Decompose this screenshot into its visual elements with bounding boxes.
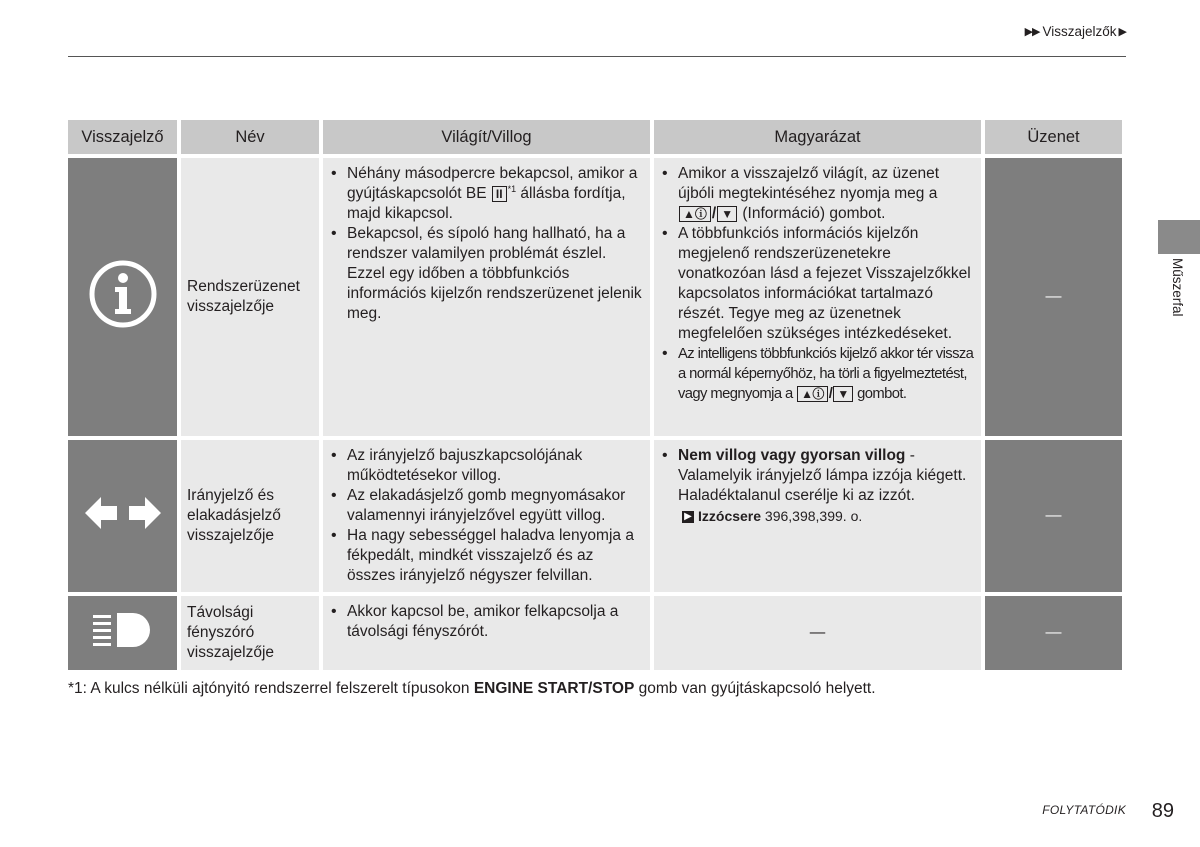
indicator-cell: [68, 440, 177, 592]
breadcrumb-label: Visszajelzők: [1042, 24, 1117, 39]
indicator-name: visszajelzője: [187, 644, 275, 661]
reference-label: Izzócsere: [698, 508, 762, 524]
emphasis-text: Nem villog vagy gyorsan villog: [678, 447, 906, 464]
column-header: Név: [181, 120, 319, 154]
text: gombot.: [853, 386, 907, 402]
turn-signal-arrows-icon: [83, 493, 163, 533]
list-item: [347, 164, 644, 224]
list-item: • Az elakadásjelző gomb megnyomásakor valamennyi irányjelzővel együtt villog.: [347, 486, 644, 526]
header-rule: [68, 56, 1126, 57]
indicator-name: Irányjelző és: [187, 487, 275, 504]
table-header-row: [68, 120, 1122, 154]
column-header: Visszajelző: [68, 120, 177, 154]
info-icon: [88, 259, 158, 329]
double-triangle-icon: ▶▶: [1024, 26, 1040, 38]
triangle-icon: ▶: [1118, 26, 1126, 38]
text: Amikor a visszajelző világít, az üzenet újbóli megtekintéséhez nyomja meg a: [678, 165, 940, 202]
lights-cell: [323, 596, 650, 670]
column-header: Világít/Villog: [323, 120, 650, 154]
list-item: • A többfunkciós információs kijelzőn megjelenő rendszerüzenetekre vonatkozóan lásd a fejezet Visszajelzőkkel kapcsolatos információkat tartalmazó részét. Tegye meg az üzenetnek megfelelően szükséges intézkedéseket.: [678, 224, 975, 344]
lights-cell: [323, 440, 650, 592]
column-header: Üzenet: [985, 120, 1122, 154]
table-row: [68, 158, 1122, 436]
indicator-cell: [68, 596, 177, 670]
text: gomb van gyújtáskapcsoló helyett.: [634, 680, 876, 697]
list-item: • Ha nagy sebességgel haladva lenyomja a fékpedált, mindkét visszajelző és az összes irányjelző négyszer felvillan.: [347, 526, 644, 586]
text: Az intelligens többfunkciós kijelző akkor tér vissza a normál képernyőhöz, ha törli a figyelmeztetést, vagy megnyomja a: [678, 346, 974, 402]
section-tab-marker: [1158, 220, 1200, 254]
text: A kulcs nélküli ajtónyitó rendszerrel felszerelt típusokon: [86, 680, 474, 697]
list-item: [678, 446, 975, 506]
indicator-cell: [68, 158, 177, 436]
indicator-table: [64, 116, 1126, 674]
ignition-position-key: II: [492, 186, 507, 202]
page-number: 89: [1151, 800, 1174, 822]
footnote-marker: *1:: [68, 680, 87, 697]
indicator-name: visszajelzője: [187, 298, 275, 315]
list-item: [678, 344, 975, 404]
cross-reference[interactable]: [660, 506, 975, 526]
list-item: • Az irányjelző bajuszkapcsolójának működtetésekor villog.: [347, 446, 644, 486]
text: Néhány másodpercre bekapcsol, amikor a gyújtáskapcsolót BE: [347, 165, 638, 202]
text: - Valamelyik irányjelző lámpa izzója kiégett. Haladéktalanul cserélje ki az izzót.: [678, 447, 967, 504]
down-button-icon: ▼: [717, 206, 737, 222]
message-cell: —: [985, 158, 1122, 436]
table-row: [68, 440, 1122, 592]
list-item: • Bekapcsol, és sípoló hang hallható, ha a rendszer valamilyen problémát észlel. Ezzel egy időben a többfunkciós információs kijelzőn rendszerüzenet jelenik meg.: [347, 224, 644, 324]
down-button-icon: ▼: [833, 386, 852, 402]
indicator-name: elakadásjelző: [187, 507, 281, 524]
indicator-name: Távolsági: [187, 604, 254, 621]
list-item: [678, 164, 975, 224]
name-cell: [181, 596, 319, 670]
reference-arrow-icon: ▶: [682, 511, 694, 523]
indicator-name: fényszóró: [187, 624, 255, 641]
continues-label: FOLYTATÓDIK: [1042, 803, 1126, 817]
explanation-cell: —: [654, 596, 981, 670]
reference-pages: 396,398,399. o.: [761, 508, 863, 524]
explanation-cell: [654, 440, 981, 592]
name-cell: [181, 440, 319, 592]
footnote: [68, 680, 876, 698]
explanation-cell: [654, 158, 981, 436]
text: /: [711, 205, 717, 222]
message-cell: —: [985, 596, 1122, 670]
high-beam-icon: [91, 610, 155, 650]
text: /: [828, 386, 833, 402]
message-cell: —: [985, 440, 1122, 592]
text: (Információ) gombot.: [738, 205, 886, 222]
info-up-button-icon: ▲ⓘ: [797, 386, 828, 402]
text: állásba fordítja, majd kikapcsol.: [347, 185, 626, 222]
list-item: • Akkor kapcsol be, amikor felkapcsolja a távolsági fényszórót.: [347, 602, 644, 642]
lights-cell: [323, 158, 650, 436]
breadcrumb: [1025, 24, 1126, 39]
footnote-ref: *1: [507, 183, 517, 194]
indicator-name: visszajelzője: [187, 527, 275, 544]
info-up-button-icon: ▲ⓘ: [679, 206, 711, 222]
indicator-name: Rendszerüzenet: [187, 278, 300, 295]
name-cell: [181, 158, 319, 436]
section-tab-label: Műszerfal: [1170, 258, 1185, 317]
table-row: [68, 596, 1122, 670]
emphasis-text: ENGINE START/STOP: [473, 680, 635, 697]
column-header: Magyarázat: [654, 120, 981, 154]
